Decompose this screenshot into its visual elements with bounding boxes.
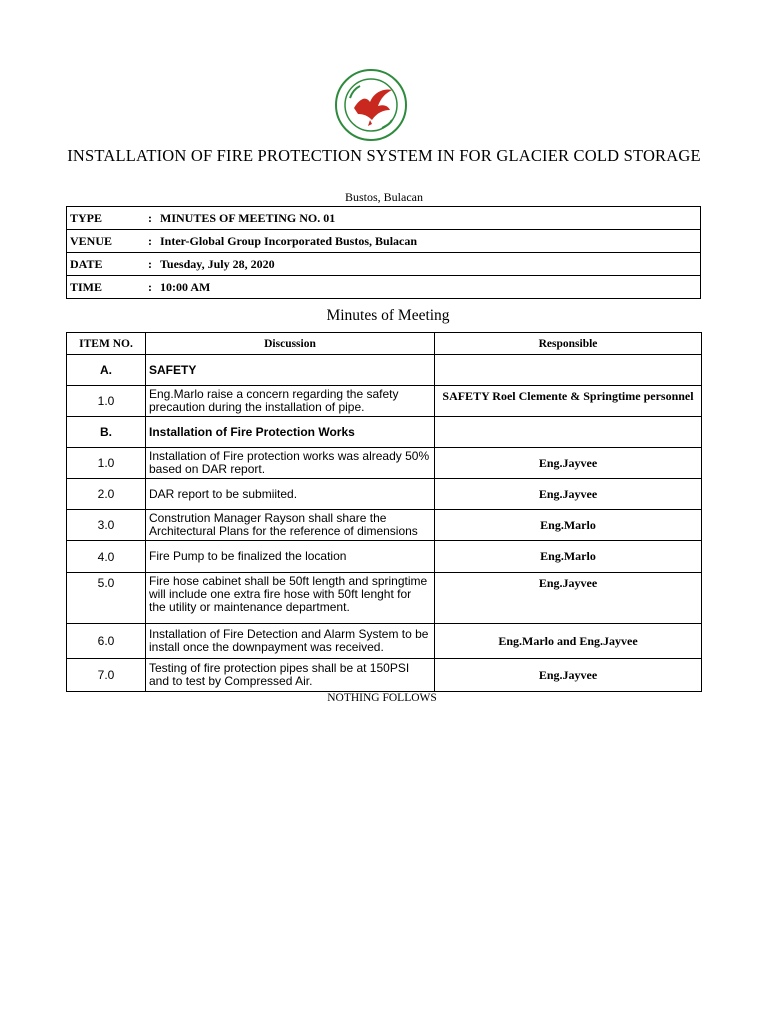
info-row-type — [67, 207, 701, 230]
item-no: 5.0 — [67, 573, 146, 624]
header-discussion: Discussion — [146, 333, 435, 355]
info-value: MINUTES OF MEETING NO. 01 — [160, 210, 336, 225]
table-row — [67, 479, 702, 510]
discussion: Installation of Fire Detection and Alarm System to be install once the downpayment was received. — [146, 624, 435, 659]
discussion: Installation of Fire protection works was already 50% based on DAR report. — [146, 448, 435, 479]
info-value: Inter-Global Group Incorporated Bustos, Bulacan — [160, 233, 418, 248]
info-value: 10:00 AM — [160, 279, 211, 294]
responsible — [435, 417, 702, 448]
item-no: A. — [67, 355, 146, 386]
item-no: B. — [67, 417, 146, 448]
meeting-info-table — [66, 206, 701, 299]
table-row — [67, 659, 702, 692]
item-no: 6.0 — [67, 624, 146, 659]
document-title: INSTALLATION OF FIRE PROTECTION SYSTEM IN FOR GLACIER COLD STORAGE — [67, 146, 701, 165]
responsible: Eng.Marlo — [435, 541, 702, 573]
header-item-no: ITEM NO. — [67, 333, 146, 355]
discussion: Fire hose cabinet shall be 50ft length and springtime will include one extra fire hose with 50ft lenght for the utility or maintenance department. — [146, 573, 435, 624]
discussion: SAFETY — [146, 355, 435, 386]
minutes-table — [66, 332, 702, 692]
section-row — [67, 355, 702, 386]
info-value: Tuesday, July 28, 2020 — [160, 256, 275, 271]
table-row — [67, 624, 702, 659]
item-no: 2.0 — [67, 479, 146, 510]
springtime-logo — [334, 68, 408, 142]
minutes-heading: Minutes of Meeting — [326, 307, 450, 324]
responsible: Eng.Jayvee — [435, 659, 702, 692]
info-separator: : — [148, 256, 152, 271]
header-responsible: Responsible — [435, 333, 702, 355]
table-row — [67, 510, 702, 541]
responsible — [435, 355, 702, 386]
location-subtitle: Bustos, Bulacan — [345, 190, 423, 204]
item-no: 1.0 — [67, 448, 146, 479]
item-no: 7.0 — [67, 659, 146, 692]
discussion: Constrution Manager Rayson shall share the Architectural Plans for the reference of dimensions — [146, 510, 435, 541]
responsible: SAFETY Roel Clemente & Springtime personnel — [435, 386, 702, 417]
responsible: Eng.Jayvee — [435, 479, 702, 510]
discussion: Fire Pump to be finalized the location — [146, 541, 435, 573]
item-no: 1.0 — [67, 386, 146, 417]
responsible: Eng.Jayvee — [435, 448, 702, 479]
discussion: DAR report to be submiited. — [146, 479, 435, 510]
info-separator: : — [148, 279, 152, 294]
discussion: Installation of Fire Protection Works — [146, 417, 435, 448]
responsible: Eng.Marlo and Eng.Jayvee — [435, 624, 702, 659]
section-row — [67, 417, 702, 448]
item-no: 3.0 — [67, 510, 146, 541]
nothing-follows-note: NOTHING FOLLOWS — [327, 692, 437, 704]
info-row-venue — [67, 230, 701, 253]
info-label: DATE — [70, 256, 103, 271]
discussion: Eng.Marlo raise a concern regarding the safety precaution during the installation of pipe. — [146, 386, 435, 417]
responsible: Eng.Marlo — [435, 510, 702, 541]
table-row — [67, 448, 702, 479]
info-separator: : — [148, 210, 152, 225]
info-row-date — [67, 253, 701, 276]
table-row — [67, 541, 702, 573]
info-label: TIME — [70, 279, 103, 294]
info-label: VENUE — [70, 233, 113, 248]
discussion: Testing of fire protection pipes shall be at 150PSI and to test by Compressed Air. — [146, 659, 435, 692]
info-row-time — [67, 276, 701, 299]
table-row — [67, 386, 702, 417]
responsible: Eng.Jayvee — [435, 573, 702, 624]
info-separator: : — [148, 233, 152, 248]
table-header-row — [67, 333, 702, 355]
info-label: TYPE — [70, 210, 103, 225]
item-no: 4.0 — [67, 541, 146, 573]
table-row — [67, 573, 702, 624]
